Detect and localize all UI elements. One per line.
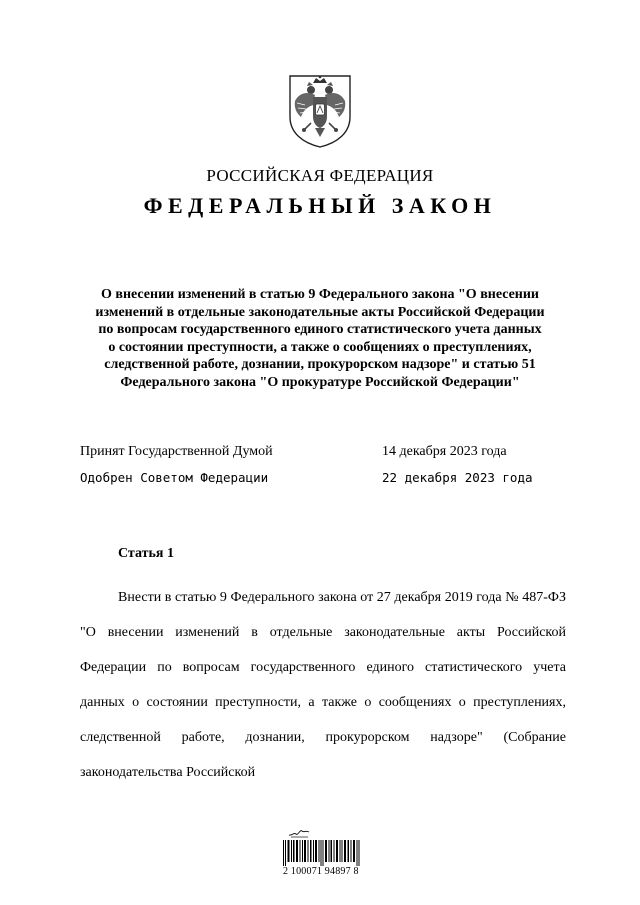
law-title-line: изменений в отдельные законодательные акты Российской Федерации	[95, 304, 545, 320]
adopted-label: Принят Государственной Думой	[80, 444, 273, 459]
law-title-line: о состоянии преступности, а также о сообщениях о преступлениях,	[108, 339, 532, 355]
law-title-line: Федерального закона "О прокуратуре Российской Федерации"	[120, 374, 520, 390]
law-title-line: по вопросам государственного единого статистического учета данных	[98, 322, 542, 337]
barcode-number: 2 100071 94897 8	[283, 866, 359, 877]
article-heading: Статья 1	[118, 546, 174, 561]
approved-date: 22 декабря 2023 года	[382, 470, 533, 485]
country-name: РОССИЙСКАЯ ФЕДЕРАЦИЯ	[206, 166, 434, 185]
coat-of-arms-emblem	[287, 73, 353, 149]
approved-label: Одобрен Советом Федерации	[80, 470, 269, 485]
article-body-text: Внести в статью 9 Федерального закона от 27 декабря 2019 года № 487-ФЗ "О внесении изменений в отдельные законодательные акты Российской Федерации по вопросам государственного единого статистического учета данных о состоянии преступности, а также о сообщениях о преступлениях, следственной работе, дознании, прокурорском надзоре" (Собрание законодательства Российской	[80, 590, 566, 780]
law-title-line: следственной работе, дознании, прокурорском надзоре" и статью 51	[104, 357, 536, 372]
law-type-heading: ФЕДЕРАЛЬНЫЙ ЗАКОН	[143, 193, 497, 218]
law-title	[70, 286, 570, 391]
adopted-date: 14 декабря 2023 года	[382, 444, 507, 459]
law-title-line: О внесении изменений в статью 9 Федерального закона "О внесении	[101, 287, 539, 302]
barcode-icon	[283, 840, 361, 866]
signature-mark-icon	[288, 826, 310, 838]
